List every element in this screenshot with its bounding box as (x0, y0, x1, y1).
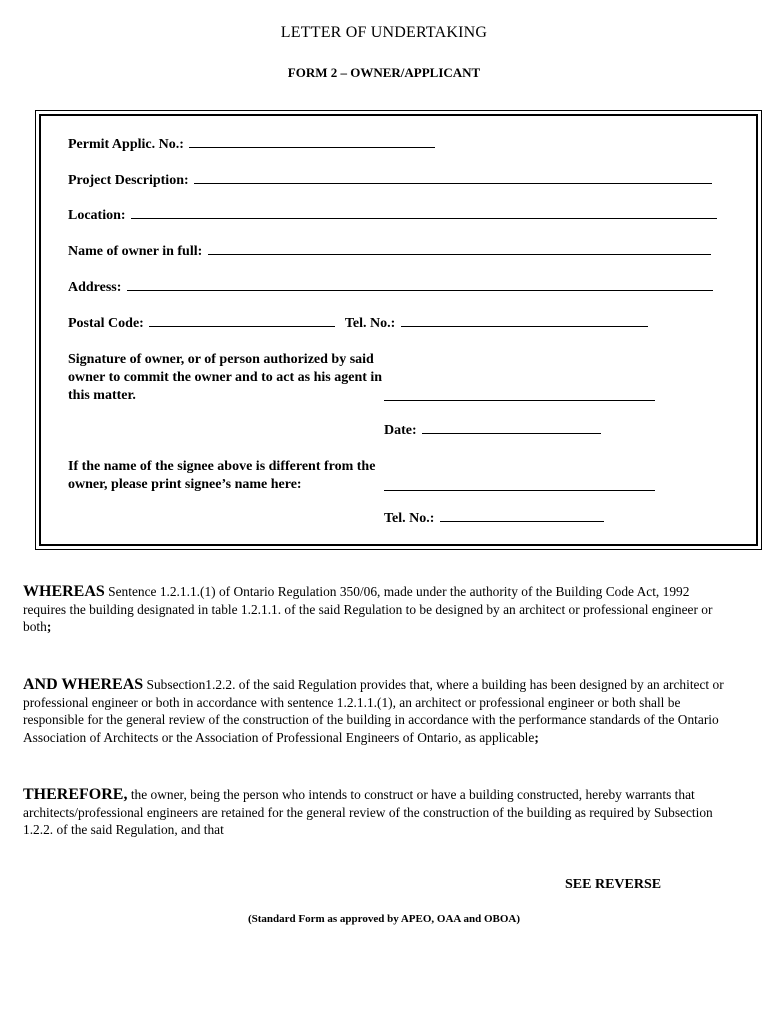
date-field (384, 423, 601, 439)
and-whereas-lead: AND WHEREAS (23, 676, 144, 693)
permit-input-line[interactable] (189, 146, 435, 148)
location-label: Location: (68, 208, 126, 223)
postal-input-line[interactable] (149, 325, 335, 327)
therefore-paragraph (23, 786, 735, 839)
owner-input-line[interactable] (208, 253, 711, 255)
owner-field (68, 244, 711, 260)
therefore-lead: THEREFORE, (23, 786, 128, 803)
date-label: Date: (384, 423, 417, 438)
tel-input-line[interactable] (401, 325, 648, 327)
whereas-lead: WHEREAS (23, 583, 105, 600)
signee-label: If the name of the signee above is different from the owner, please print signee’s name here: (68, 459, 376, 492)
location-input-line[interactable] (131, 217, 717, 219)
whereas-text: Sentence 1.2.1.1.(1) of Ontario Regulation 350/06, made under the authority of the Building Code Act, 1992 requires the building designated in table 1.2.1.1. of the said Regulation to be designed by an architect or professional engineer or both (23, 584, 713, 634)
tel2-label: Tel. No.: (384, 511, 435, 526)
permit-field (68, 137, 435, 153)
and-whereas-text: Subsection1.2.2. of the said Regulation provides that, where a building has been designed by an architect or professional engineer or both in accordance with sentence 1.2.1.1.(1), an architect or professional engineer or both shall be responsible for the general review of the construction of the building in accordance with the performance standards of the Ontario Association of Architects or the Association of Professional Engineers of Ontario, as applicable (23, 677, 724, 745)
footer-note: (Standard Form as approved by APEO, OAA and OBOA) (247, 913, 521, 925)
tel2-input-line[interactable] (440, 520, 604, 522)
project-field (68, 173, 712, 189)
and-whereas-end: ; (534, 729, 539, 745)
tel2-field (384, 511, 604, 527)
whereas-paragraph (23, 583, 735, 636)
postal-field (68, 316, 648, 332)
see-reverse-note: SEE REVERSE (565, 877, 662, 892)
signee-input-line[interactable] (384, 490, 655, 491)
project-label: Project Description: (68, 173, 189, 188)
document-title: LETTER OF UNDERTAKING (280, 24, 488, 41)
signature-input-line[interactable] (384, 400, 655, 401)
date-input-line[interactable] (422, 432, 601, 434)
whereas-end: ; (46, 619, 52, 634)
and-whereas-paragraph (23, 676, 735, 746)
address-input-line[interactable] (127, 289, 713, 291)
project-input-line[interactable] (194, 182, 712, 184)
therefore-text: the owner, being the person who intends to construct or have a building constructed, hereby warrants that architects/professional engineers are retained for the general review of the construction of the building as required by Subsection 1.2.2. of the said Regulation, and that (23, 787, 713, 837)
owner-label: Name of owner in full: (68, 244, 203, 259)
address-label: Address: (68, 280, 122, 295)
location-field (68, 208, 717, 224)
permit-label: Permit Applic. No.: (68, 137, 184, 152)
postal-label: Postal Code: (68, 316, 144, 331)
address-field (68, 280, 713, 296)
signature-label: Signature of owner, or of person authorized by said owner to commit the owner and to act as his agent in this matter. (68, 352, 383, 403)
tel-label: Tel. No.: (344, 316, 396, 331)
form-subtitle: FORM 2 – OWNER/APPLICANT (287, 65, 481, 80)
